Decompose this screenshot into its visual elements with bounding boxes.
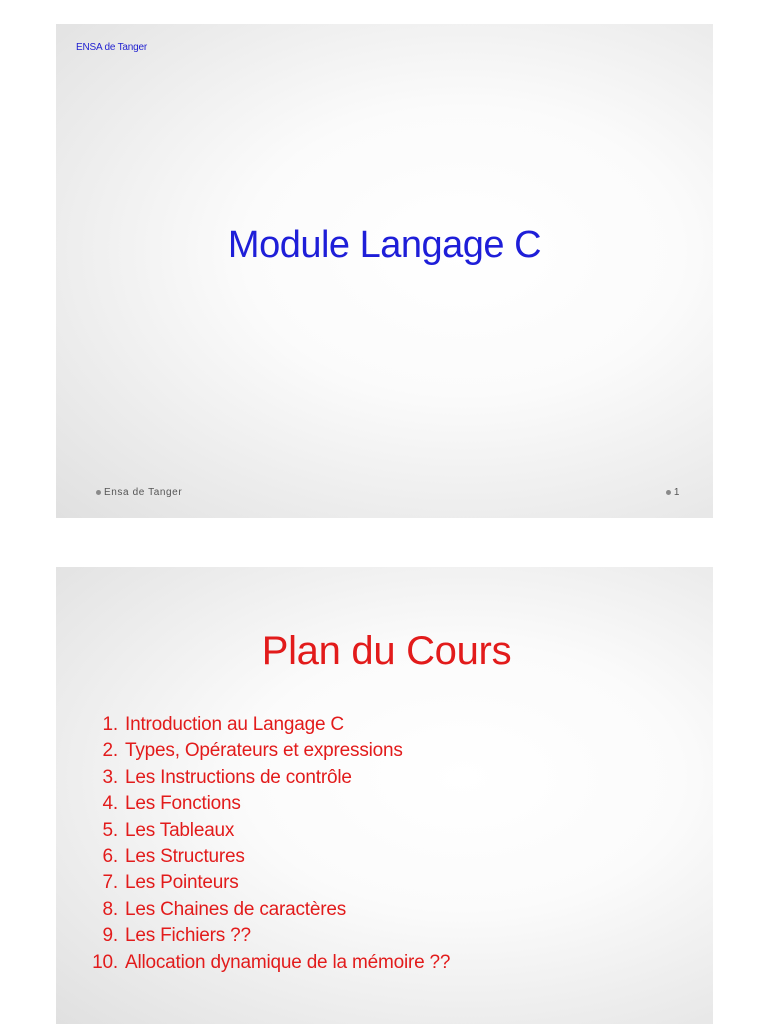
course-outline-list: [84, 712, 450, 976]
list-item-text: Les Fonctions: [125, 793, 241, 815]
footer-left-text: Ensa de Tanger: [104, 487, 183, 498]
list-item: [84, 738, 450, 764]
list-item-number: 4.: [102, 793, 118, 815]
list-item-text: Les Tableaux: [125, 819, 235, 841]
slide-footer: [56, 487, 713, 503]
list-item-number: 6.: [102, 845, 118, 867]
list-item-text: Les Pointeurs: [125, 872, 239, 894]
list-item-text: Types, Opérateurs et expressions: [125, 740, 403, 762]
course-plan-title: Plan du Cours: [261, 629, 512, 673]
bullet-dot-icon: [96, 490, 101, 495]
list-item-number: 3.: [102, 766, 118, 788]
list-item-text: Les Instructions de contrôle: [125, 766, 352, 788]
list-item-number: 8.: [102, 898, 118, 920]
list-item: [84, 765, 450, 791]
header-label: ENSA de Tanger: [76, 42, 147, 53]
list-item-number: 9.: [102, 925, 118, 947]
list-item: [84, 844, 450, 870]
list-item-text: Allocation dynamique de la mémoire ??: [125, 951, 451, 973]
list-item: [84, 897, 450, 923]
list-item: [84, 791, 450, 817]
list-item-text: Les Chaines de caractères: [125, 898, 347, 920]
slide-title: [56, 24, 713, 518]
slide-number: 1: [673, 487, 680, 498]
footer-left: [96, 487, 182, 498]
list-item-text: Les Fichiers ??: [125, 925, 251, 947]
list-item: [84, 870, 450, 896]
list-item: [84, 712, 450, 738]
footer-right: [666, 487, 680, 498]
list-item-number: 2.: [102, 740, 118, 762]
list-item-number: 10.: [92, 951, 118, 973]
slide-title-text: Module Langage C: [227, 224, 542, 266]
list-item-text: Les Structures: [125, 845, 245, 867]
list-item: [84, 950, 450, 976]
list-item-number: 5.: [102, 819, 118, 841]
slide-course-plan: [56, 567, 713, 1024]
list-item-text: Introduction au Langage C: [125, 714, 344, 735]
list-item-number: 1.: [102, 714, 118, 735]
bullet-dot-icon: [666, 490, 671, 495]
list-item: [84, 923, 450, 949]
list-item: [84, 818, 450, 844]
list-item-number: 7.: [102, 872, 118, 894]
